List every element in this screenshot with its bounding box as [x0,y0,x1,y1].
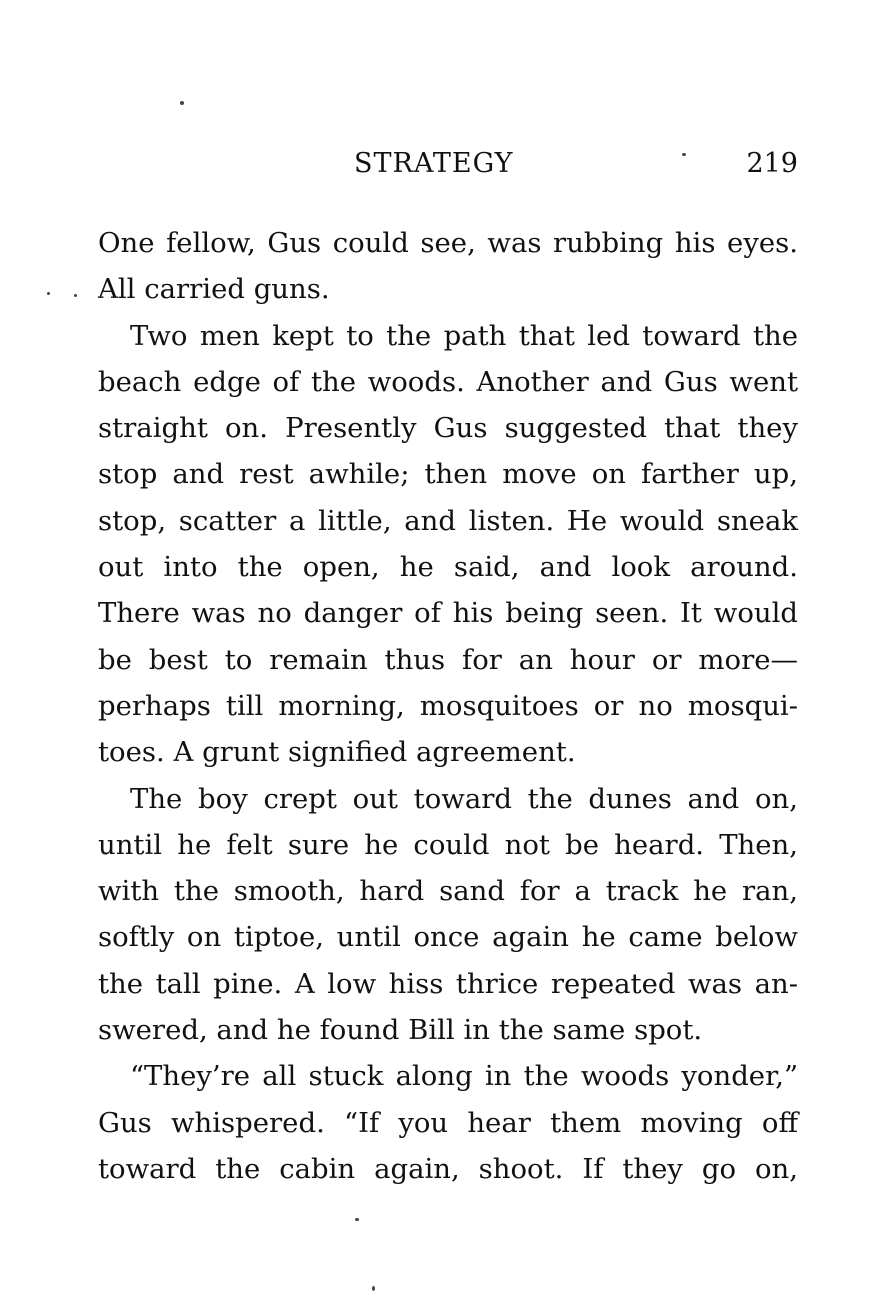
paragraph [98,220,798,313]
text-line: Gus whispered. “If you hear them moving off [98,1106,798,1139]
text-line: out into the open, he said, and look around. [98,551,798,584]
text-line: the tall pine. A low hiss thrice repeated was an- [98,967,798,1000]
text-line: softly on tiptoe, until once again he came below [98,921,798,954]
page-number: 219 [746,148,798,179]
text-line: with the smooth, hard sand for a track he ran, [98,875,798,908]
text-line: toes. A grunt signified agreement. [98,736,576,769]
text-line: Two men kept to the path that led toward the [130,319,798,352]
text-line: toward the cabin again, shoot. If they go on, [98,1152,798,1185]
print-speck [180,101,184,105]
print-speck [74,294,77,297]
print-speck [355,1218,359,1221]
paragraph [98,1053,798,1192]
print-speck [47,292,50,295]
text-line: swered, and he found Bill in the same spot. [98,1014,703,1047]
text-line: There was no danger of his being seen. It would [98,597,798,630]
text-line: perhaps till morning, mosquitoes or no mosqui- [98,689,798,722]
print-speck [372,1286,375,1291]
text-line: stop, scatter a little, and listen. He would sneak [98,504,798,537]
text-line: “They’re all stuck along in the woods yonder,” [130,1060,798,1093]
body-text [98,220,798,1192]
running-header [98,142,798,186]
running-title: STRATEGY [354,148,514,179]
text-line: stop and rest awhile; then move on farther up, [98,458,798,491]
text-line: All carried guns. [98,273,330,306]
text-line: be best to remain thus for an hour or more— [98,643,798,676]
text-line: The boy crept out toward the dunes and on, [130,782,798,815]
paragraph [98,776,798,1054]
text-line: One fellow, Gus could see, was rubbing his eyes. [98,227,798,259]
text-line: straight on. Presently Gus suggested that they [98,412,798,445]
text-line: beach edge of the woods. Another and Gus went [98,365,798,398]
paragraph [98,313,798,776]
text-line: until he felt sure he could not be heard. Then, [98,828,798,861]
